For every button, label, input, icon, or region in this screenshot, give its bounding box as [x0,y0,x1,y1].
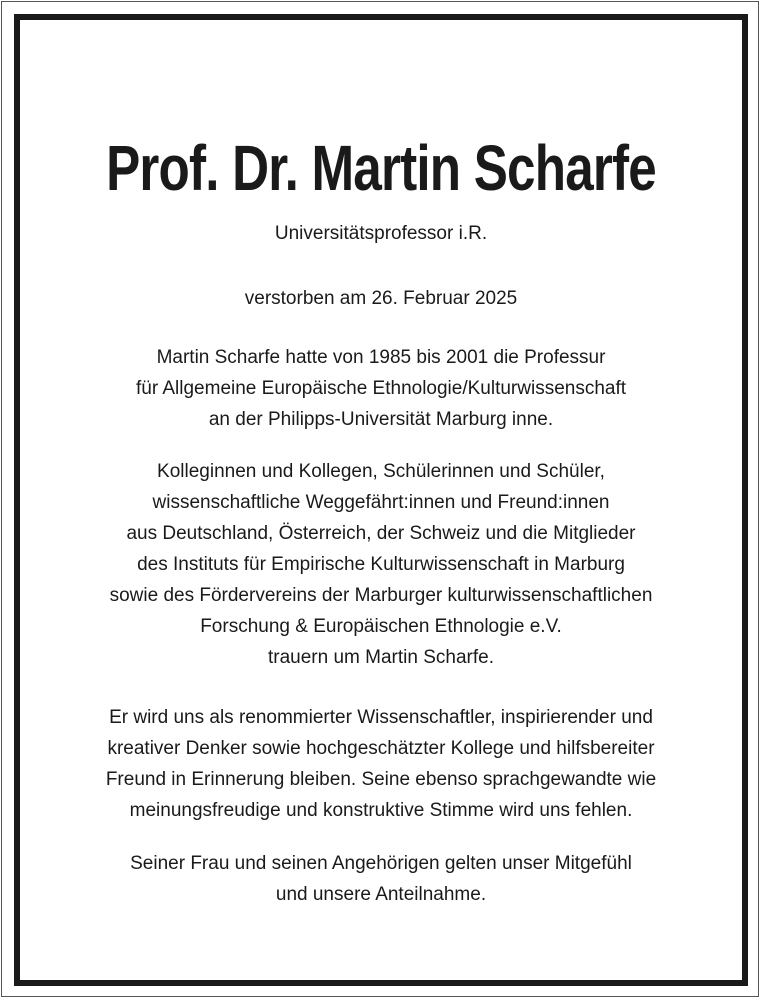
text-line: für Allgemeine Europäische Ethnologie/Kulturwissenschaft [135,378,627,399]
condolence-paragraph [20,848,742,910]
date-of-death: verstorben am 26. Februar 2025 [244,288,518,309]
text-line: Kolleginnen und Kollegen, Schülerinnen und Schüler, [157,461,605,482]
professorship-paragraph [20,342,742,435]
text-line: kreativer Denker sowie hochgeschätzter Kollege und hilfsbereiter [107,738,655,759]
text-line: aus Deutschland, Österreich, der Schweiz und die Mitglieder [126,523,636,544]
text-line: Martin Scharfe hatte von 1985 bis 2001 die Professur [156,347,606,368]
deceased-title: Universitätsprofessor i.R. [274,223,488,244]
deceased-name: Prof. Dr. Martin Scharfe [106,132,656,204]
text-line: Er wird uns als renommierter Wissenschaftler, inspirierender und [109,707,653,728]
text-line: wissenschaftliche Weggefährt:innen und Freund:innen [152,492,610,513]
text-line: an der Philipps-Universität Marburg inne. [208,409,554,430]
text-line: des Instituts für Empirische Kulturwissenschaft in Marburg [137,554,625,575]
remembrance-paragraph [20,702,742,826]
text-line: meinungsfreudige und konstruktive Stimme wird uns fehlen. [129,800,633,821]
text-line: trauern um Martin Scharfe. [268,647,494,668]
text-line: Forschung & Europäischen Ethnologie e.V. [200,616,562,637]
text-line: Seiner Frau und seinen Angehörigen gelten unser Mitgefühl [130,853,632,874]
text-line: sowie des Fördervereins der Marburger kulturwissenschaftlichen [109,585,653,606]
mourners-paragraph [20,456,742,673]
text-line: und unsere Anteilnahme. [275,884,487,905]
text-line: Freund in Erinnerung bleiben. Seine ebenso sprachgewandte wie [105,769,657,790]
